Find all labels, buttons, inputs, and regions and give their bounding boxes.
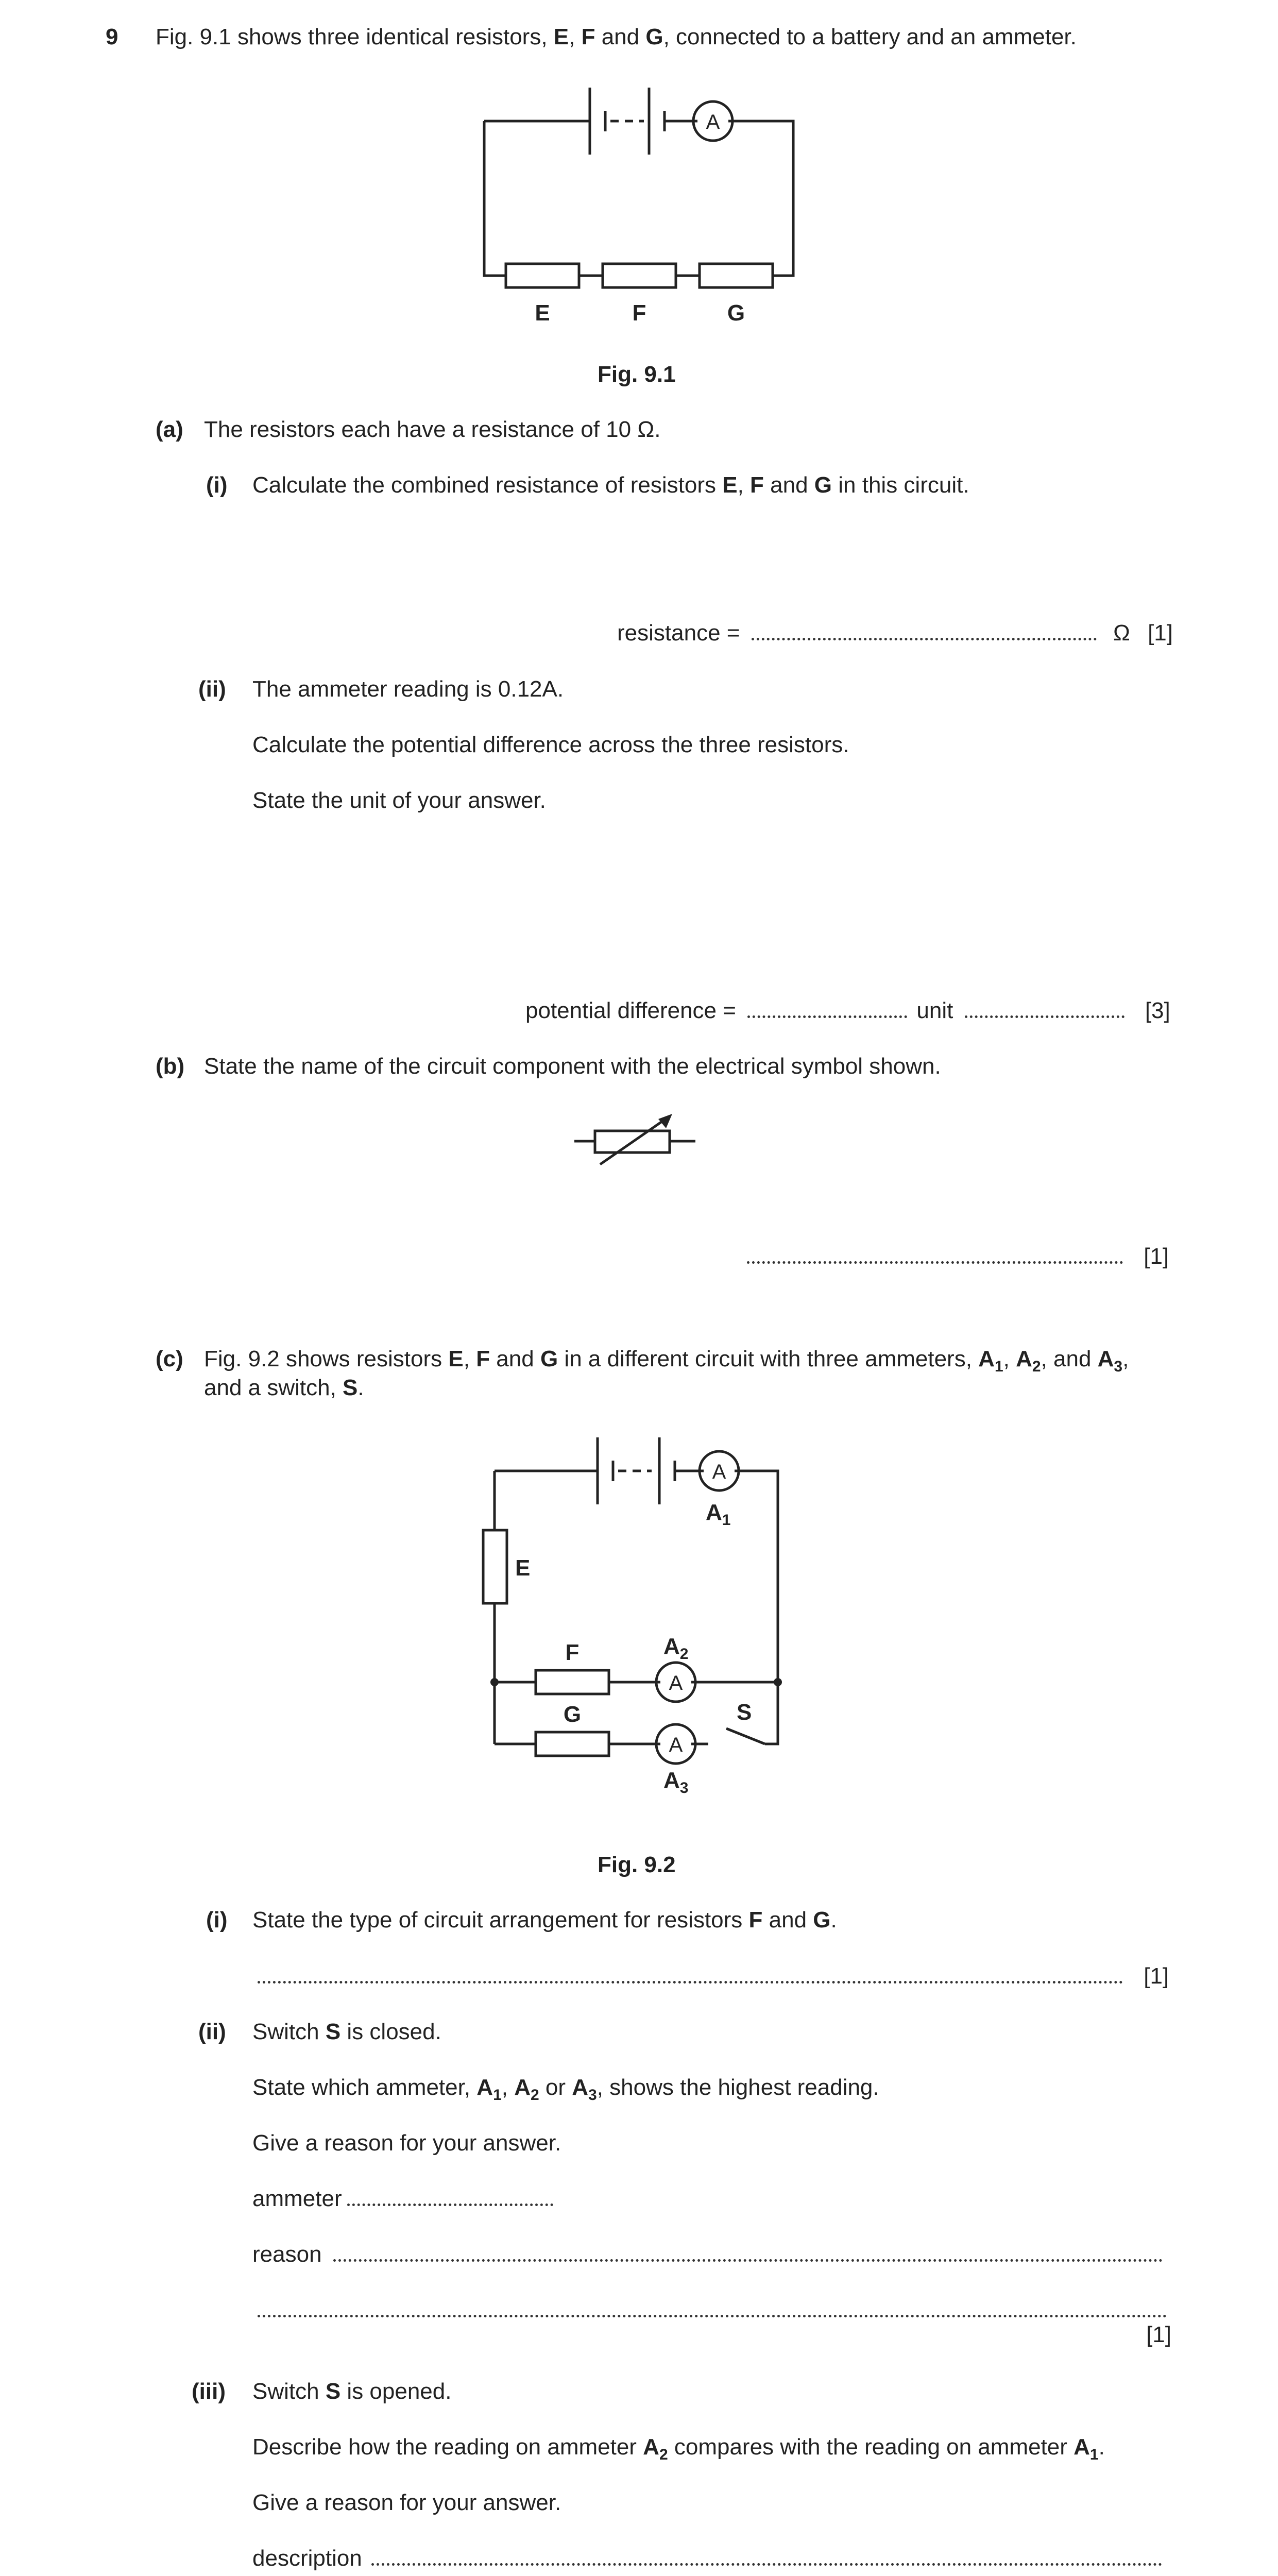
part-c-iii-text1: Switch S is opened. bbox=[252, 2379, 452, 2404]
part-c-ii-text3: Give a reason for your answer. bbox=[252, 2130, 561, 2156]
label-a1: $A_1$ bbox=[706, 1500, 731, 1529]
resistor-label-e: E bbox=[535, 300, 550, 326]
ammeter-answer-line[interactable]: ammeter bbox=[252, 2188, 553, 2210]
junction-dot-left bbox=[490, 1678, 499, 1686]
label-f: F bbox=[565, 1640, 580, 1665]
question-number: 9 bbox=[106, 24, 118, 49]
part-c-intro: Fig. 9.2 shows resistors E, F and G in a different circuit with three ammeters, $A_1$, $A_2$, and $A_3$, bbox=[204, 1346, 1129, 1375]
figure-9-1-caption: Fig. 9.1 bbox=[598, 362, 676, 387]
label-a2: $A_2$ bbox=[663, 1634, 689, 1663]
part-b-answer-line[interactable]: [1] bbox=[747, 1245, 1169, 1268]
resistor-label-f: F bbox=[632, 300, 646, 326]
ammeter-a2-glyph: A bbox=[669, 1672, 683, 1694]
part-c-ii-text1: Switch S is closed. bbox=[252, 2019, 441, 2044]
part-c-iii-text2: Describe how the reading on ammeter $A_2$ compares with the reading on ammeter $A_1$. bbox=[252, 2434, 1105, 2463]
part-c-intro2: and a switch, S. bbox=[204, 1375, 364, 1400]
part-c-ii-text2: State which ammeter, $A_1$, $A_2$ or $A_3$, shows the highest reading. bbox=[252, 2075, 879, 2104]
arrow-head-icon bbox=[658, 1114, 672, 1128]
part-c-ii-reason-line[interactable]: reason bbox=[252, 2243, 1163, 2266]
part-c-i-label: (i) bbox=[206, 1907, 228, 1933]
part-c-ii-marks: [1] bbox=[1146, 2322, 1171, 2347]
part-a-i-text: Calculate the combined resistance of resistors E, F and G in this circuit. bbox=[252, 472, 969, 498]
label-g: G bbox=[563, 1702, 582, 1727]
part-c-iii-label: (iii) bbox=[192, 2379, 226, 2404]
part-c-ii-label: (ii) bbox=[198, 2019, 226, 2044]
part-c-iii-text3: Give a reason for your answer. bbox=[252, 2490, 561, 2515]
ammeter-a3-glyph: A bbox=[669, 1734, 683, 1756]
label-e: E bbox=[515, 1555, 531, 1581]
part-c-ii-reason-line-2[interactable] bbox=[258, 2299, 1167, 2321]
part-b-label: (b) bbox=[156, 1054, 185, 1079]
part-a-ii-text1: The ammeter reading is 0.12A. bbox=[252, 676, 564, 702]
part-c-label: (c) bbox=[156, 1346, 183, 1371]
part-a-i-label: (i) bbox=[206, 472, 228, 498]
label-a3: $A_3$ bbox=[663, 1768, 689, 1797]
ammeter-a1-glyph: A bbox=[712, 1461, 726, 1483]
part-a-text: The resistors each have a resistance of 10 Ω. bbox=[204, 417, 661, 442]
part-c-i-text: State the type of circuit arrangement for resistors F and G. bbox=[252, 1907, 837, 1933]
junction-dot-right bbox=[774, 1678, 782, 1686]
question-intro: Fig. 9.1 shows three identical resistors, E, F and G, connected to a battery and an ammeter. bbox=[156, 24, 1077, 49]
part-a-ii-text2: Calculate the potential difference across the three resistors. bbox=[252, 732, 849, 757]
figure-9-2-caption: Fig. 9.2 bbox=[598, 1852, 676, 1877]
resistance-answer-line[interactable]: resistance = Ω [1] bbox=[617, 620, 1173, 646]
part-a-ii-label: (ii) bbox=[198, 676, 226, 702]
variable-resistor-symbol bbox=[567, 1108, 701, 1170]
part-c-i-answer-line[interactable]: [1] bbox=[258, 1965, 1169, 1988]
part-a-label: (a) bbox=[156, 417, 183, 442]
figure-9-2-circuit bbox=[464, 1422, 834, 1814]
label-s: S bbox=[737, 1700, 752, 1725]
ammeter-glyph: A bbox=[706, 111, 720, 133]
description-answer-line[interactable]: description bbox=[252, 2547, 1162, 2570]
potential-difference-answer-line[interactable]: potential difference = unit [3] bbox=[525, 998, 1170, 1023]
part-a-ii-text3: State the unit of your answer. bbox=[252, 788, 546, 813]
figure-9-1-circuit bbox=[464, 72, 824, 340]
part-b-text: State the name of the circuit component with the electrical symbol shown. bbox=[204, 1054, 941, 1079]
resistor-label-g: G bbox=[727, 300, 745, 326]
